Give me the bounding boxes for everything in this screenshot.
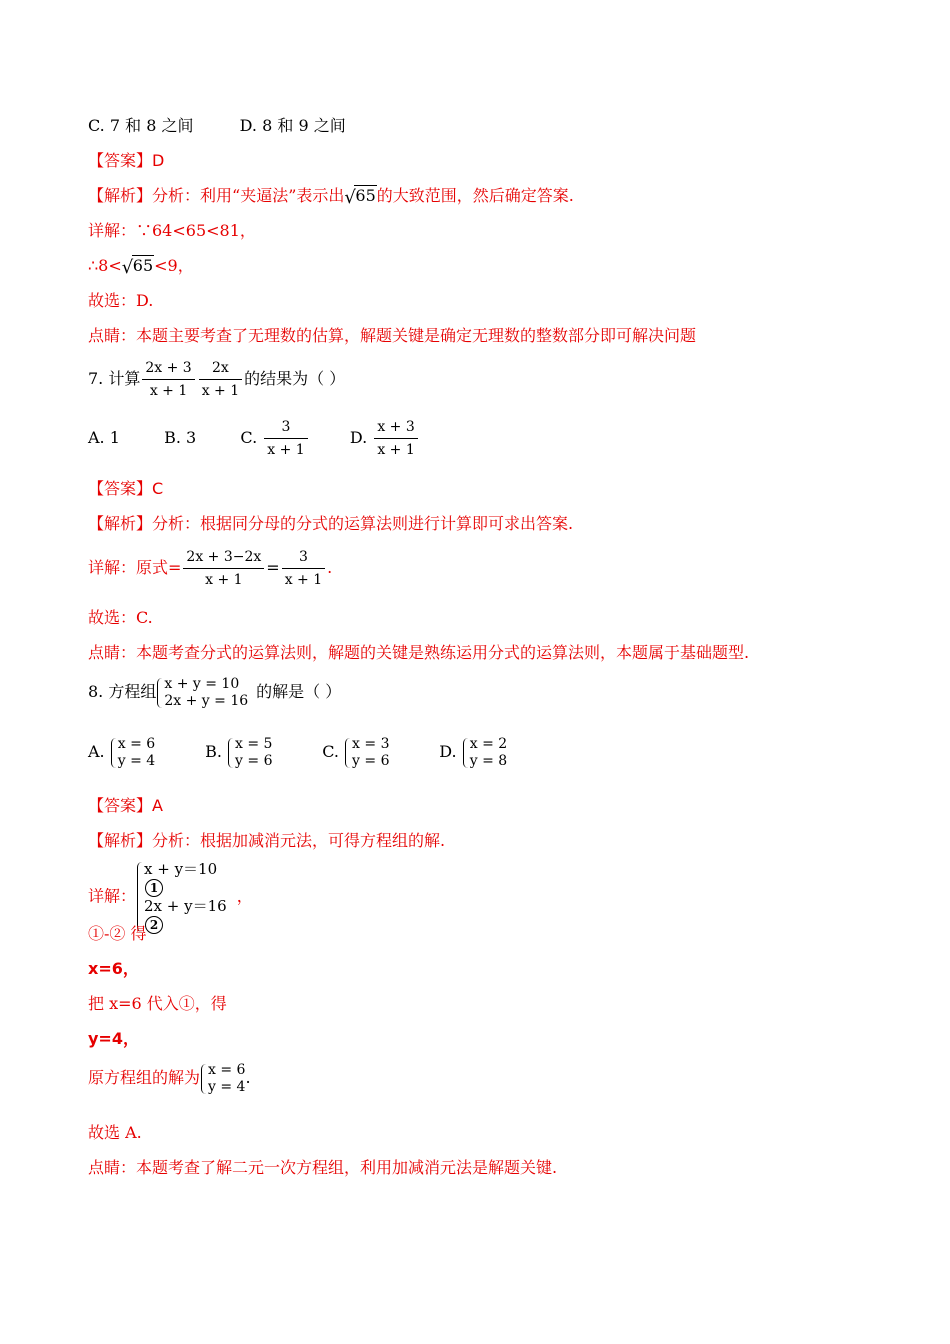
circled-2: 2 (145, 916, 163, 934)
detail-system: x + y＝10 1 2x + y＝16 2 (136, 860, 227, 934)
q7-option-b: B. 3 (164, 428, 197, 447)
options-row-cd (88, 115, 346, 137)
equals-sign: = (266, 558, 280, 577)
answer-value: A (152, 796, 163, 815)
analysis-text: 分析：利用“夹逼法”表示出 (152, 186, 345, 205)
detail-dot: . (327, 558, 333, 577)
q8-step-2: x=6， (88, 959, 139, 978)
q8-option-d: D. x = 2 y = 8 (439, 735, 508, 769)
detail-comma: ， (236, 886, 253, 906)
q7-prefix: 7. 计算 (88, 369, 141, 388)
q7-detail (88, 544, 332, 592)
q8-analysis (88, 830, 445, 852)
q8-suffix: 的解是（ ） (256, 682, 342, 701)
q6-answer (88, 150, 164, 172)
q8-options (88, 732, 551, 772)
answer-value: D (152, 151, 165, 170)
q8-prefix: 8. 方程组 (88, 682, 157, 701)
q6-detail-2 (88, 255, 194, 277)
option-d: D. 8 和 9 之间 (239, 116, 346, 135)
q6-choose: 故选：D. (88, 291, 154, 310)
analysis-tag: 【解析】 (88, 186, 153, 205)
q7-question (88, 355, 345, 403)
q8-comment: 点睛：本题考查了解二元一次方程组，利用加减消元法是解题关键. (88, 1158, 558, 1177)
q7-option-a: A. 1 (88, 428, 120, 447)
q7-option-d: D. $\frac{x + 3}{x + 1}$ (350, 414, 420, 462)
q8-option-a: A. x = 6 y = 4 (88, 735, 156, 769)
option-c: C. 7 和 8 之间 (88, 116, 194, 135)
q7-analysis (88, 513, 573, 535)
analysis-text: 分析：根据加减消元法，可得方程组的解. (152, 831, 446, 850)
sqrt-65-b: √ 65 (121, 256, 154, 278)
q8-question (88, 672, 341, 712)
q6-detail-1: 详解：∵64<65<81， (88, 221, 256, 240)
result-dot: . (245, 1068, 251, 1087)
q7-suffix: 的结果为（ ） (244, 369, 346, 388)
q6-comment: 点睛：本题主要考查了无理数的估算，解题关键是确定无理数的整数部分即可解决问题 (88, 326, 697, 345)
detail-text-2: <9， (154, 256, 194, 275)
answer-tag: 【答案】 (88, 796, 153, 815)
q7-options (88, 414, 420, 462)
result-prefix: 原方程组的解为 (88, 1068, 201, 1087)
q8-system: x + y = 10 2x + y = 16 (156, 676, 248, 710)
q8-step-1: ①-② 得 (88, 924, 147, 943)
q8-step-3: 把 x=6 代入①，得 (88, 994, 227, 1013)
analysis-text-2: 的大致范围，然后确定答案. (376, 186, 574, 205)
q8-step-4: y=4， (88, 1029, 139, 1048)
q8-option-b: B. x = 5 y = 6 (205, 735, 273, 769)
detail-prefix: 详解： (88, 886, 137, 906)
answer-value: C (152, 479, 164, 498)
q7-fraction-1: $\frac{2x + 3}{x + 1}$ (142, 359, 194, 400)
q8-answer (88, 795, 163, 817)
detail-text: ∴8< (88, 256, 122, 275)
analysis-tag: 【解析】 (88, 514, 153, 533)
answer-tag: 【答案】 (88, 479, 153, 498)
q7-answer (88, 478, 163, 500)
q8-option-c: C. x = 3 y = 6 (322, 735, 390, 769)
sqrt-65: √ 65 (344, 186, 376, 208)
q8-choose: 故选 A. (88, 1123, 142, 1142)
q7-choose: 故选：C. (88, 608, 153, 627)
analysis-tag: 【解析】 (88, 831, 153, 850)
circled-1: 1 (145, 879, 163, 897)
q7-fraction-2: $\frac{2x}{x + 1}$ (199, 359, 242, 400)
detail-fraction-2: $\frac{3}{x + 1}$ (282, 548, 325, 589)
analysis-text: 分析：根据同分母的分式的运算法则进行计算即可求出答案. (152, 514, 574, 533)
q8-result (88, 1058, 251, 1098)
answer-tag: 【答案】 (88, 151, 153, 170)
q7-comment: 点睛：本题考查分式的运算法则，解题的关键是熟练运用分式的运算法则，本题属于基础题型. (88, 643, 750, 662)
result-system: x = 6 y = 4 (200, 1062, 245, 1096)
q6-analysis (88, 185, 574, 207)
detail-fraction-1: $\frac{2x + 3-2x}{x + 1}$ (183, 548, 264, 589)
q7-option-c: C. $\frac{3}{x + 1}$ (240, 414, 309, 462)
detail-prefix: 详解：原式= (88, 558, 182, 577)
